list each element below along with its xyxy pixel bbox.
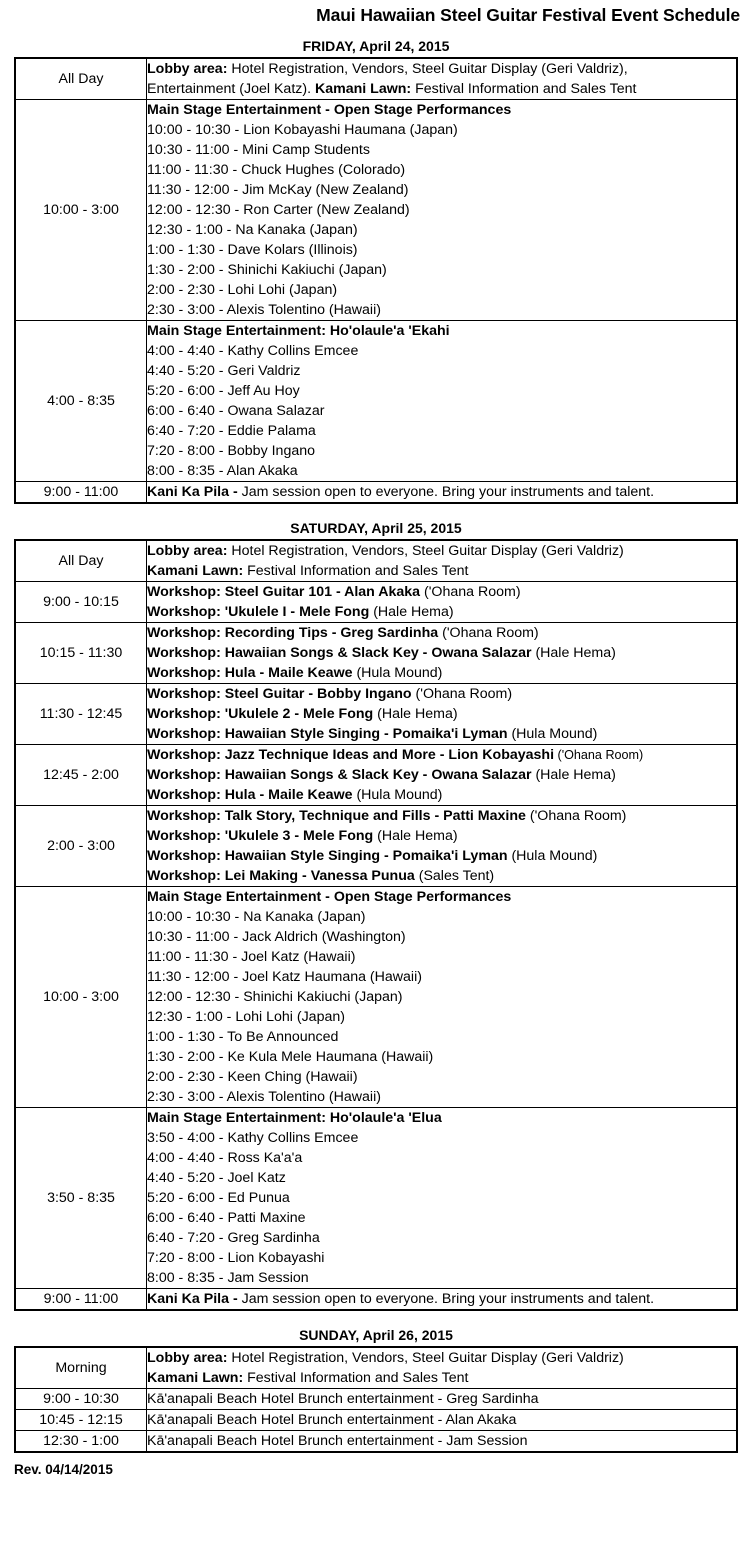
detail-line	[147, 684, 736, 704]
row-detail	[147, 1431, 738, 1453]
detail-text: 5:20 - 6:00 - Ed Punua	[147, 1190, 290, 1206]
detail-label: Workshop: Lei Making - Vanessa Punua	[147, 868, 415, 884]
table-row	[15, 1431, 737, 1453]
row-detail	[147, 1389, 738, 1410]
detail-line	[147, 1368, 736, 1388]
detail-label: Workshop: Steel Guitar - Bobby Ingano	[147, 686, 412, 702]
detail-text: 1:30 - 2:00 - Shinichi Kakiuchi (Japan)	[147, 262, 387, 278]
detail-text: Kā'anapali Beach Hotel Brunch entertainment - Jam Session	[147, 1433, 528, 1449]
detail-text: 11:30 - 12:00 - Joel Katz Haumana (Hawaii)	[147, 969, 422, 985]
detail-label: Kamani Lawn:	[314, 81, 412, 97]
detail-line	[147, 1007, 736, 1027]
detail-label: Kamani Lawn:	[147, 563, 244, 579]
detail-label: Kani Ka Pila -	[147, 1291, 238, 1307]
detail-text: 8:00 - 8:35 - Alan Akaka	[147, 463, 298, 479]
detail-line	[147, 907, 736, 927]
row-detail	[147, 623, 738, 684]
detail-line	[147, 1067, 736, 1087]
day-heading: SATURDAY, April 25, 2015	[290, 520, 462, 536]
row-detail	[147, 745, 738, 806]
detail-line	[147, 381, 736, 401]
row-time: 12:30 - 1:00	[15, 1431, 147, 1453]
detail-line	[147, 704, 736, 724]
detail-text: Kā'anapali Beach Hotel Brunch entertainment - Alan Akaka	[147, 1412, 517, 1428]
detail-label: Lobby area:	[147, 61, 228, 77]
detail-line	[147, 561, 736, 581]
row-time: All Day	[15, 540, 147, 582]
row-time: Morning	[15, 1347, 147, 1389]
detail-line	[147, 947, 736, 967]
detail-text: 10:00 - 10:30 - Lion Kobayashi Haumana (Japan)	[147, 122, 458, 138]
detail-text: 6:40 - 7:20 - Greg Sardinha	[147, 1230, 320, 1246]
detail-text: 4:40 - 5:20 - Geri Valdriz	[147, 363, 301, 379]
detail-text: (Hula Mound)	[507, 848, 598, 864]
detail-line	[147, 582, 736, 602]
detail-line	[147, 100, 736, 120]
detail-line	[147, 180, 736, 200]
detail-line	[147, 1208, 736, 1228]
detail-text: Jam session open to everyone. Bring your instruments and talent.	[237, 1291, 655, 1307]
detail-line	[147, 1087, 736, 1107]
detail-text: 7:20 - 8:00 - Lion Kobayashi	[147, 1250, 325, 1266]
row-time: 3:50 - 8:35	[15, 1108, 147, 1289]
detail-text: 6:40 - 7:20 - Eddie Palama	[147, 423, 316, 439]
detail-text: 10:30 - 11:00 - Mini Camp Students	[147, 142, 370, 158]
table-row	[15, 58, 737, 100]
detail-line	[147, 220, 736, 240]
detail-text: 4:00 - 4:40 - Ross Ka'a'a	[147, 1150, 303, 1166]
detail-label: Workshop: Hawaiian Style Singing - Pomaika'i Lyman	[147, 848, 508, 864]
detail-line	[147, 1389, 736, 1409]
detail-line	[147, 663, 736, 683]
detail-line	[147, 341, 736, 361]
row-time: 9:00 - 11:00	[15, 482, 147, 504]
detail-text: 1:00 - 1:30 - Dave Kolars (Illinois)	[147, 242, 358, 258]
detail-line	[147, 79, 736, 99]
detail-label: Workshop: Steel Guitar 101 - Alan Akaka	[147, 584, 421, 600]
detail-text: Kā'anapali Beach Hotel Brunch entertainment - Greg Sardinha	[147, 1391, 539, 1407]
table-gap	[0, 1311, 752, 1327]
detail-text: (Hula Mound)	[352, 787, 443, 803]
detail-line	[147, 887, 736, 907]
detail-text: 11:00 - 11:30 - Chuck Hughes (Colorado)	[147, 162, 406, 178]
row-time: 11:30 - 12:45	[15, 684, 147, 745]
days-container	[0, 38, 752, 1453]
row-detail	[147, 321, 738, 482]
detail-text: 1:00 - 1:30 - To Be Announced	[147, 1029, 339, 1045]
detail-line	[147, 1047, 736, 1067]
detail-label: Kani Ka Pila -	[147, 484, 238, 500]
detail-text: Hotel Registration, Vendors, Steel Guitar Display (Geri Valdriz)	[227, 543, 624, 559]
detail-label: Workshop: 'Ukulele I - Mele Fong	[147, 604, 370, 620]
detail-line	[147, 643, 736, 663]
detail-line	[147, 1348, 736, 1368]
row-detail	[147, 582, 738, 623]
detail-text: Jam session open to everyone. Bring your instruments and talent.	[237, 484, 655, 500]
detail-line	[147, 1168, 736, 1188]
row-time: 10:15 - 11:30	[15, 623, 147, 684]
row-detail	[147, 887, 738, 1108]
detail-line	[147, 1228, 736, 1248]
schedule-table	[14, 57, 738, 504]
detail-text: 6:00 - 6:40 - Patti Maxine	[147, 1210, 306, 1226]
detail-line	[147, 1268, 736, 1288]
detail-line	[147, 260, 736, 280]
detail-line	[147, 140, 736, 160]
detail-text: Entertainment (Joel Katz).	[147, 81, 315, 97]
detail-label: Workshop: 'Ukulele 2 - Mele Fong	[147, 706, 374, 722]
row-time: 10:45 - 12:15	[15, 1410, 147, 1431]
detail-text: (Hula Mound)	[352, 665, 443, 681]
detail-label: Workshop: Hawaiian Songs & Slack Key - Owana Salazar	[147, 767, 532, 783]
row-detail	[147, 58, 738, 100]
detail-label: Workshop: Talk Story, Technique and Fills - Patti Maxine	[147, 808, 526, 824]
detail-text: 2:00 - 2:30 - Lohi Lohi (Japan)	[147, 282, 338, 298]
detail-label: Workshop: Recording Tips - Greg Sardinha	[147, 625, 439, 641]
row-time: 2:00 - 3:00	[15, 806, 147, 887]
detail-label: Workshop: Hula - Maile Keawe	[147, 665, 353, 681]
detail-text: 5:20 - 6:00 - Jeff Au Hoy	[147, 383, 300, 399]
detail-line	[147, 806, 736, 826]
detail-label: Main Stage Entertainment - Open Stage Performances	[147, 889, 512, 905]
detail-line	[147, 541, 736, 561]
detail-line	[147, 866, 736, 886]
detail-text: 10:00 - 10:30 - Na Kanaka (Japan)	[147, 909, 366, 925]
detail-line	[147, 1431, 736, 1451]
detail-line	[147, 724, 736, 744]
detail-text: Festival Information and Sales Tent	[243, 1370, 469, 1386]
table-row	[15, 321, 737, 482]
detail-label: Workshop: Hawaiian Songs & Slack Key - Owana Salazar	[147, 645, 532, 661]
row-time: 12:45 - 2:00	[15, 745, 147, 806]
detail-text: (Hale Hema)	[369, 604, 454, 620]
detail-line	[147, 826, 736, 846]
row-time: 10:00 - 3:00	[15, 887, 147, 1108]
row-detail	[147, 684, 738, 745]
detail-text: 7:20 - 8:00 - Bobby Ingano	[147, 443, 316, 459]
detail-text: 12:00 - 12:30 - Shinichi Kakiuchi (Japan)	[147, 989, 403, 1005]
detail-line	[147, 623, 736, 643]
detail-label: Kamani Lawn:	[147, 1370, 244, 1386]
detail-line	[147, 1248, 736, 1268]
table-row	[15, 745, 737, 806]
detail-label: Main Stage Entertainment - Open Stage Performances	[147, 102, 512, 118]
table-row	[15, 887, 737, 1108]
table-row	[15, 482, 737, 504]
detail-label: Lobby area:	[147, 1350, 228, 1366]
detail-line	[147, 1410, 736, 1430]
row-time: All Day	[15, 58, 147, 100]
detail-line	[147, 1289, 736, 1309]
detail-text: ('Ohana Room)	[411, 686, 513, 702]
row-detail	[147, 540, 738, 582]
detail-text: 2:00 - 2:30 - Keen Ching (Hawaii)	[147, 1069, 358, 1085]
detail-text: 4:00 - 4:40 - Kathy Collins Emcee	[147, 343, 359, 359]
row-detail	[147, 806, 738, 887]
detail-text: 2:30 - 3:00 - Alexis Tolentino (Hawaii)	[147, 1089, 381, 1105]
detail-line	[147, 987, 736, 1007]
detail-label: Workshop: Jazz Technique Ideas and More - Lion Kobayashi	[147, 747, 555, 763]
row-detail	[147, 1108, 738, 1289]
detail-label: Workshop: Hawaiian Style Singing - Pomaika'i Lyman	[147, 726, 508, 742]
row-time: 10:00 - 3:00	[15, 100, 147, 321]
detail-line	[147, 59, 736, 79]
detail-text: 1:30 - 2:00 - Ke Kula Mele Haumana (Hawaii)	[147, 1049, 434, 1065]
detail-text: 12:30 - 1:00 - Lohi Lohi (Japan)	[147, 1009, 345, 1025]
row-detail	[147, 1410, 738, 1431]
detail-line	[147, 120, 736, 140]
detail-text: (Hale Hema)	[373, 828, 458, 844]
detail-line	[147, 421, 736, 441]
detail-line	[147, 967, 736, 987]
detail-text: 11:30 - 12:00 - Jim McKay (New Zealand)	[147, 182, 409, 198]
detail-text: ('Ohana Room)	[438, 625, 539, 641]
detail-line	[147, 1128, 736, 1148]
detail-text: Festival Information and Sales Tent	[243, 563, 469, 579]
detail-line	[147, 200, 736, 220]
detail-label: Main Stage Entertainment: Ho'olaule'a 'Elua	[147, 1110, 442, 1126]
detail-text: (Hale Hema)	[531, 767, 616, 783]
detail-line	[147, 401, 736, 421]
detail-text: 8:00 - 8:35 - Jam Session	[147, 1270, 309, 1286]
page-title: Maui Hawaiian Steel Guitar Festival Event Schedule	[316, 5, 740, 25]
row-detail	[147, 100, 738, 321]
detail-label: Lobby area:	[147, 543, 228, 559]
detail-text: ('Ohana Room)	[420, 584, 521, 600]
table-gap	[0, 504, 752, 520]
detail-text: 10:30 - 11:00 - Jack Aldrich (Washington)	[147, 929, 406, 945]
detail-text: (Hula Mound)	[507, 726, 598, 742]
schedule-table	[14, 539, 738, 1311]
detail-text: Festival Information and Sales Tent	[411, 81, 637, 97]
detail-line	[147, 745, 736, 765]
detail-label: Main Stage Entertainment: Ho'olaule'a 'Ekahi	[147, 323, 450, 339]
detail-label: Workshop: Hula - Maile Keawe	[147, 787, 353, 803]
detail-text: (Hale Hema)	[373, 706, 458, 722]
detail-label: Workshop: 'Ukulele 3 - Mele Fong	[147, 828, 374, 844]
revision-footer: Rev. 04/14/2015	[14, 1462, 113, 1477]
detail-text: 2:30 - 3:00 - Alexis Tolentino (Hawaii)	[147, 302, 381, 318]
table-row	[15, 1289, 737, 1311]
detail-line	[147, 846, 736, 866]
detail-text: ('Ohana Room)	[525, 808, 627, 824]
detail-line	[147, 482, 736, 502]
table-row	[15, 806, 737, 887]
table-row	[15, 540, 737, 582]
table-row	[15, 582, 737, 623]
detail-text: ('Ohana Room)	[554, 748, 644, 762]
detail-line	[147, 280, 736, 300]
day-heading: SUNDAY, April 26, 2015	[299, 1327, 453, 1343]
detail-line	[147, 441, 736, 461]
table-row	[15, 1108, 737, 1289]
row-time: 9:00 - 11:00	[15, 1289, 147, 1311]
table-row	[15, 684, 737, 745]
detail-line	[147, 300, 736, 320]
row-time: 9:00 - 10:15	[15, 582, 147, 623]
detail-text: Hotel Registration, Vendors, Steel Guitar Display (Geri Valdriz)	[227, 1350, 624, 1366]
detail-text: 3:50 - 4:00 - Kathy Collins Emcee	[147, 1130, 359, 1146]
detail-text: 4:40 - 5:20 - Joel Katz	[147, 1170, 286, 1186]
detail-text: (Sales Tent)	[414, 868, 495, 884]
detail-line	[147, 1148, 736, 1168]
detail-line	[147, 1188, 736, 1208]
row-time: 4:00 - 8:35	[15, 321, 147, 482]
detail-line	[147, 321, 736, 341]
table-row	[15, 1347, 737, 1389]
detail-text: 12:00 - 12:30 - Ron Carter (New Zealand)	[147, 202, 410, 218]
table-row	[15, 623, 737, 684]
row-detail	[147, 482, 738, 504]
row-time: 9:00 - 10:30	[15, 1389, 147, 1410]
detail-text: 6:00 - 6:40 - Owana Salazar	[147, 403, 325, 419]
row-detail	[147, 1289, 738, 1311]
schedule-table	[14, 1346, 738, 1453]
detail-text: 12:30 - 1:00 - Na Kanaka (Japan)	[147, 222, 358, 238]
table-row	[15, 1410, 737, 1431]
table-row	[15, 1389, 737, 1410]
detail-line	[147, 240, 736, 260]
row-detail	[147, 1347, 738, 1389]
detail-line	[147, 602, 736, 622]
detail-line	[147, 461, 736, 481]
detail-line	[147, 1027, 736, 1047]
table-row	[15, 100, 737, 321]
detail-line	[147, 361, 736, 381]
day-heading: FRIDAY, April 24, 2015	[302, 38, 450, 54]
detail-line	[147, 1108, 736, 1128]
detail-line	[147, 160, 736, 180]
detail-text: (Hale Hema)	[531, 645, 616, 661]
detail-line	[147, 927, 736, 947]
detail-line	[147, 765, 736, 785]
detail-text: Hotel Registration, Vendors, Steel Guitar Display (Geri Valdriz),	[227, 61, 628, 77]
detail-line	[147, 785, 736, 805]
detail-text: 11:00 - 11:30 - Joel Katz (Hawaii)	[147, 949, 356, 965]
